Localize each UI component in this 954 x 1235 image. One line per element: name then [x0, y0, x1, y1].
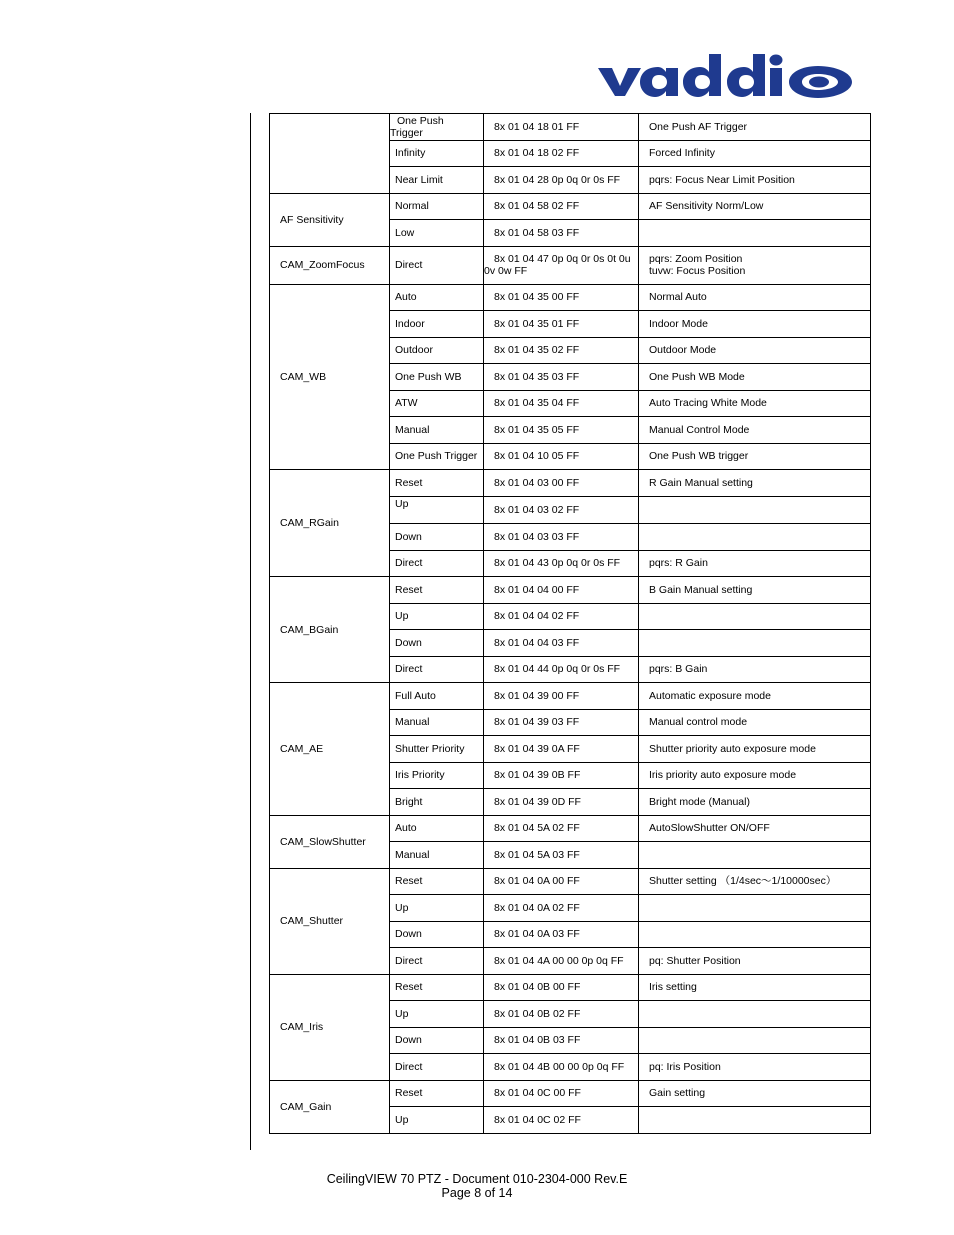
vaddio-logo	[596, 52, 856, 102]
command-packet-cell: 8x 01 04 58 02 FF	[484, 193, 639, 220]
table-row	[270, 974, 871, 1001]
command-group-cell: CAM_Gain	[270, 1080, 390, 1133]
description-cell: Manual control mode	[639, 709, 871, 736]
subcommand-cell: Indoor	[390, 311, 484, 338]
subcommand-cell: Direct	[390, 246, 484, 284]
description-cell: Iris priority auto exposure mode	[639, 762, 871, 789]
subcommand-cell: Up	[390, 895, 484, 922]
description-cell: pqrs: Zoom Position tuvw: Focus Position	[639, 246, 871, 284]
subcommand-cell: One Push Trigger	[390, 114, 484, 141]
description-cell: Auto Tracing White Mode	[639, 390, 871, 417]
command-packet-cell: 8x 01 04 03 03 FF	[484, 524, 639, 551]
command-packet-cell: 8x 01 04 0A 02 FF	[484, 895, 639, 922]
command-packet-cell: 8x 01 04 18 01 FF	[484, 114, 639, 141]
command-group-cell: AF Sensitivity	[270, 193, 390, 246]
command-packet-cell: 8x 01 04 03 00 FF	[484, 470, 639, 497]
description-cell: pqrs: Focus Near Limit Position	[639, 167, 871, 194]
subcommand-cell: Direct	[390, 948, 484, 975]
description-cell: pq: Shutter Position	[639, 948, 871, 975]
command-group-cell: CAM_BGain	[270, 577, 390, 683]
subcommand-cell: Up	[390, 1107, 484, 1134]
command-group-cell: CAM_AE	[270, 683, 390, 816]
subcommand-cell: Full Auto	[390, 683, 484, 710]
command-group-cell: CAM_ZoomFocus	[270, 246, 390, 284]
command-packet-cell: 8x 01 04 0C 02 FF	[484, 1107, 639, 1134]
footer-document-title: CeilingVIEW 70 PTZ - Document 010-2304-000 Rev.E	[326, 1172, 628, 1186]
command-group-cell: CAM_SlowShutter	[270, 815, 390, 868]
command-group-cell: CAM_RGain	[270, 470, 390, 577]
description-cell	[639, 842, 871, 869]
table-row	[270, 470, 871, 497]
subcommand-cell: Direct	[390, 656, 484, 683]
subcommand-cell: Normal	[390, 193, 484, 220]
table-row	[270, 868, 871, 895]
description-cell	[639, 220, 871, 247]
subcommand-cell: Up	[390, 1001, 484, 1028]
command-packet-cell: 8x 01 04 39 0D FF	[484, 789, 639, 816]
table-row	[270, 284, 871, 311]
description-cell: Shutter priority auto exposure mode	[639, 736, 871, 763]
description-cell: Automatic exposure mode	[639, 683, 871, 710]
description-cell: Iris setting	[639, 974, 871, 1001]
subcommand-cell: Reset	[390, 577, 484, 604]
description-cell	[639, 603, 871, 630]
command-packet-cell: 8x 01 04 35 03 FF	[484, 364, 639, 391]
subcommand-cell: Manual	[390, 417, 484, 444]
table-row	[270, 1080, 871, 1107]
subcommand-cell: Down	[390, 630, 484, 657]
command-packet-cell: 8x 01 04 4A 00 00 0p 0q FF	[484, 948, 639, 975]
command-packet-cell: 8x 01 04 0B 02 FF	[484, 1001, 639, 1028]
margin-change-bar	[250, 113, 251, 1150]
description-cell	[639, 921, 871, 948]
table-row	[270, 815, 871, 842]
description-cell: One Push WB Mode	[639, 364, 871, 391]
subcommand-cell: Reset	[390, 1080, 484, 1107]
command-packet-cell: 8x 01 04 39 03 FF	[484, 709, 639, 736]
command-packet-cell: 8x 01 04 10 05 FF	[484, 443, 639, 470]
description-cell: Outdoor Mode	[639, 337, 871, 364]
command-packet-cell: 8x 01 04 5A 03 FF	[484, 842, 639, 869]
command-packet-cell: 8x 01 04 35 01 FF	[484, 311, 639, 338]
table-row	[270, 193, 871, 220]
description-cell: Gain setting	[639, 1080, 871, 1107]
description-cell: Manual Control Mode	[639, 417, 871, 444]
description-cell: AF Sensitivity Norm/Low	[639, 193, 871, 220]
description-cell: Forced Infinity	[639, 140, 871, 167]
visca-command-table	[269, 113, 871, 1134]
description-cell	[639, 524, 871, 551]
description-cell	[639, 895, 871, 922]
command-group-cell: CAM_Shutter	[270, 868, 390, 974]
subcommand-cell: Manual	[390, 842, 484, 869]
description-cell: B Gain Manual setting	[639, 577, 871, 604]
table-row	[270, 246, 871, 284]
subcommand-cell: Up	[390, 603, 484, 630]
command-group-cell	[270, 114, 390, 194]
command-packet-cell: 8x 01 04 35 02 FF	[484, 337, 639, 364]
command-packet-cell: 8x 01 04 35 05 FF	[484, 417, 639, 444]
description-cell: AutoSlowShutter ON/OFF	[639, 815, 871, 842]
subcommand-cell: Shutter Priority	[390, 736, 484, 763]
subcommand-cell: Down	[390, 921, 484, 948]
command-group-cell: CAM_WB	[270, 284, 390, 470]
subcommand-cell: One Push Trigger	[390, 443, 484, 470]
table-row	[270, 114, 871, 141]
description-cell: pqrs: R Gain	[639, 550, 871, 577]
command-packet-cell: 8x 01 04 18 02 FF	[484, 140, 639, 167]
description-cell: One Push AF Trigger	[639, 114, 871, 141]
command-packet-cell: 8x 01 04 58 03 FF	[484, 220, 639, 247]
command-packet-cell: 8x 01 04 04 02 FF	[484, 603, 639, 630]
subcommand-cell: Direct	[390, 550, 484, 577]
command-packet-cell: 8x 01 04 35 04 FF	[484, 390, 639, 417]
command-packet-cell: 8x 01 04 0B 03 FF	[484, 1027, 639, 1054]
description-cell: R Gain Manual setting	[639, 470, 871, 497]
subcommand-cell: Low	[390, 220, 484, 247]
command-packet-cell: 8x 01 04 04 03 FF	[484, 630, 639, 657]
footer-page-number: Page 8 of 14	[441, 1186, 513, 1200]
description-cell: Bright mode (Manual)	[639, 789, 871, 816]
subcommand-cell: One Push WB	[390, 364, 484, 391]
command-packet-cell: 8x 01 04 35 00 FF	[484, 284, 639, 311]
subcommand-cell: Iris Priority	[390, 762, 484, 789]
command-packet-cell: 8x 01 04 5A 02 FF	[484, 815, 639, 842]
description-cell: Shutter setting （1/4sec～1/10000sec）	[639, 868, 871, 895]
description-cell: Indoor Mode	[639, 311, 871, 338]
command-packet-cell: 8x 01 04 43 0p 0q 0r 0s FF	[484, 550, 639, 577]
subcommand-cell: ATW	[390, 390, 484, 417]
description-cell: One Push WB trigger	[639, 443, 871, 470]
subcommand-cell: Up	[390, 496, 484, 524]
command-packet-cell: 8x 01 04 0B 00 FF	[484, 974, 639, 1001]
command-packet-cell: 8x 01 04 28 0p 0q 0r 0s FF	[484, 167, 639, 194]
command-packet-cell: 8x 01 04 03 02 FF	[484, 496, 639, 524]
subcommand-cell: Manual	[390, 709, 484, 736]
subcommand-cell: Infinity	[390, 140, 484, 167]
subcommand-cell: Reset	[390, 868, 484, 895]
subcommand-cell: Down	[390, 524, 484, 551]
subcommand-cell: Auto	[390, 284, 484, 311]
description-cell: Normal Auto	[639, 284, 871, 311]
subcommand-cell: Reset	[390, 470, 484, 497]
subcommand-cell: Direct	[390, 1054, 484, 1081]
subcommand-cell: Reset	[390, 974, 484, 1001]
command-packet-cell: 8x 01 04 0A 00 FF	[484, 868, 639, 895]
description-cell	[639, 1001, 871, 1028]
description-cell	[639, 630, 871, 657]
command-packet-cell: 8x 01 04 04 00 FF	[484, 577, 639, 604]
command-packet-cell: 8x 01 04 47 0p 0q 0r 0s 0t 0u 0v 0w FF	[484, 246, 639, 284]
table-row	[270, 577, 871, 604]
command-packet-cell: 8x 01 04 39 0B FF	[484, 762, 639, 789]
command-packet-cell: 8x 01 04 44 0p 0q 0r 0s FF	[484, 656, 639, 683]
subcommand-cell: Down	[390, 1027, 484, 1054]
description-cell	[639, 1027, 871, 1054]
description-cell	[639, 1107, 871, 1134]
subcommand-cell: Auto	[390, 815, 484, 842]
description-cell: pq: Iris Position	[639, 1054, 871, 1081]
command-packet-cell: 8x 01 04 0C 00 FF	[484, 1080, 639, 1107]
command-packet-cell: 8x 01 04 39 00 FF	[484, 683, 639, 710]
command-packet-cell: 8x 01 04 39 0A FF	[484, 736, 639, 763]
table-row	[270, 683, 871, 710]
description-cell: pqrs: B Gain	[639, 656, 871, 683]
command-group-cell: CAM_Iris	[270, 974, 390, 1080]
description-cell	[639, 496, 871, 524]
command-packet-cell: 8x 01 04 4B 00 00 0p 0q FF	[484, 1054, 639, 1081]
subcommand-cell: Outdoor	[390, 337, 484, 364]
command-packet-cell: 8x 01 04 0A 03 FF	[484, 921, 639, 948]
subcommand-cell: Bright	[390, 789, 484, 816]
subcommand-cell: Near Limit	[390, 167, 484, 194]
